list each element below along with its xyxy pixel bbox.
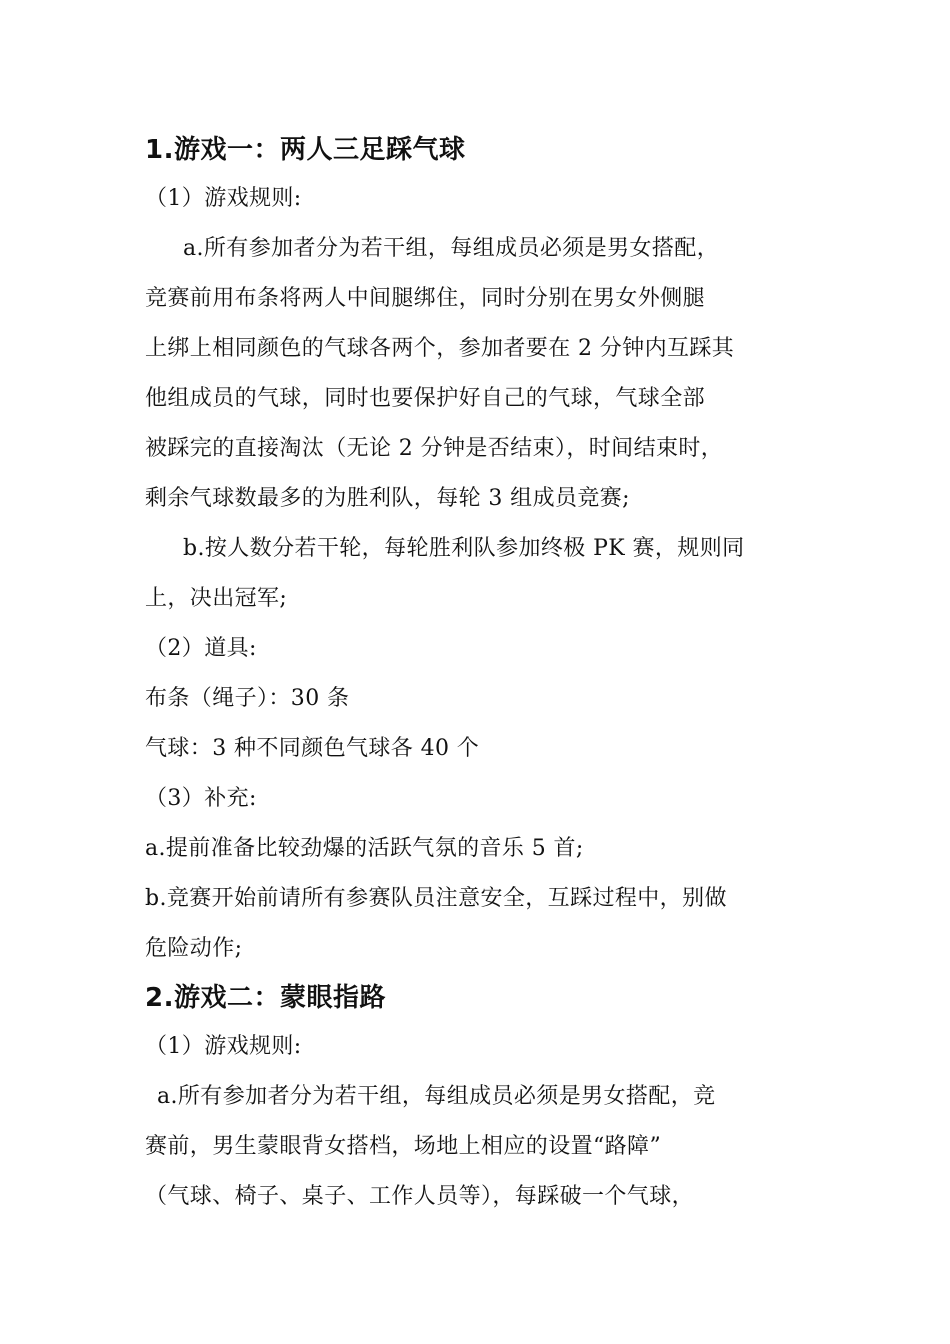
- game1-title: 1.游戏一：两人三足踩气球: [145, 135, 466, 165]
- game1-rule-a-line: 他组成员的气球，同时也要保护好自己的气球，气球全部: [145, 386, 706, 411]
- game2-rule-a-line: a.所有参加者分为若干组，每组成员必须是男女搭配，竞: [157, 1084, 716, 1109]
- game1-note-line: b.竞赛开始前请所有参赛队员注意安全，互踩过程中，别做: [145, 886, 727, 911]
- game1-note-line: a.提前准备比较劲爆的活跃气氛的音乐 5 首;: [145, 836, 584, 861]
- game1-prop-item: 布条（绳子）：30 条: [145, 686, 350, 711]
- game1-rule-b-line: b.按人数分若干轮，每轮胜利队参加终极 PK 赛，规则同: [183, 536, 745, 561]
- game1-prop-item: 气球：3 种不同颜色气球各 40 个: [145, 736, 480, 761]
- game1-rule-a-line: 上绑上相同颜色的气球各两个，参加者要在 2 分钟内互踩其: [145, 336, 735, 361]
- game1-rule-b-line: 上，决出冠军;: [145, 586, 288, 611]
- game2-rule-a-line: （气球、椅子、桌子、工作人员等），每踩破一个气球，: [145, 1184, 695, 1209]
- game1-rules-heading: （1）游戏规则:: [145, 186, 302, 211]
- game2-title: 2.游戏二：蒙眼指路: [145, 983, 386, 1013]
- game1-rule-a-line: 被踩完的直接淘汰（无论 2 分钟是否结束），时间结束时，: [145, 436, 724, 461]
- game2-rule-a-line: 赛前，男生蒙眼背女搭档，场地上相应的设置“路障”: [145, 1134, 662, 1159]
- game1-rule-a-line: 剩余气球数最多的为胜利队，每轮 3 组成员竞赛;: [145, 486, 630, 511]
- game1-rule-a-line: 竞赛前用布条将两人中间腿绑住，同时分别在男女外侧腿: [145, 286, 706, 311]
- game1-props-heading: （2）道具:: [145, 636, 257, 661]
- game1-notes-heading: （3）补充:: [145, 786, 257, 811]
- game1-rule-a-line: a.所有参加者分为若干组，每组成员必须是男女搭配，: [183, 236, 720, 261]
- game1-note-line: 危险动作;: [145, 936, 243, 961]
- document-body: [145, 126, 810, 1222]
- game2-rules-heading: （1）游戏规则:: [145, 1034, 302, 1059]
